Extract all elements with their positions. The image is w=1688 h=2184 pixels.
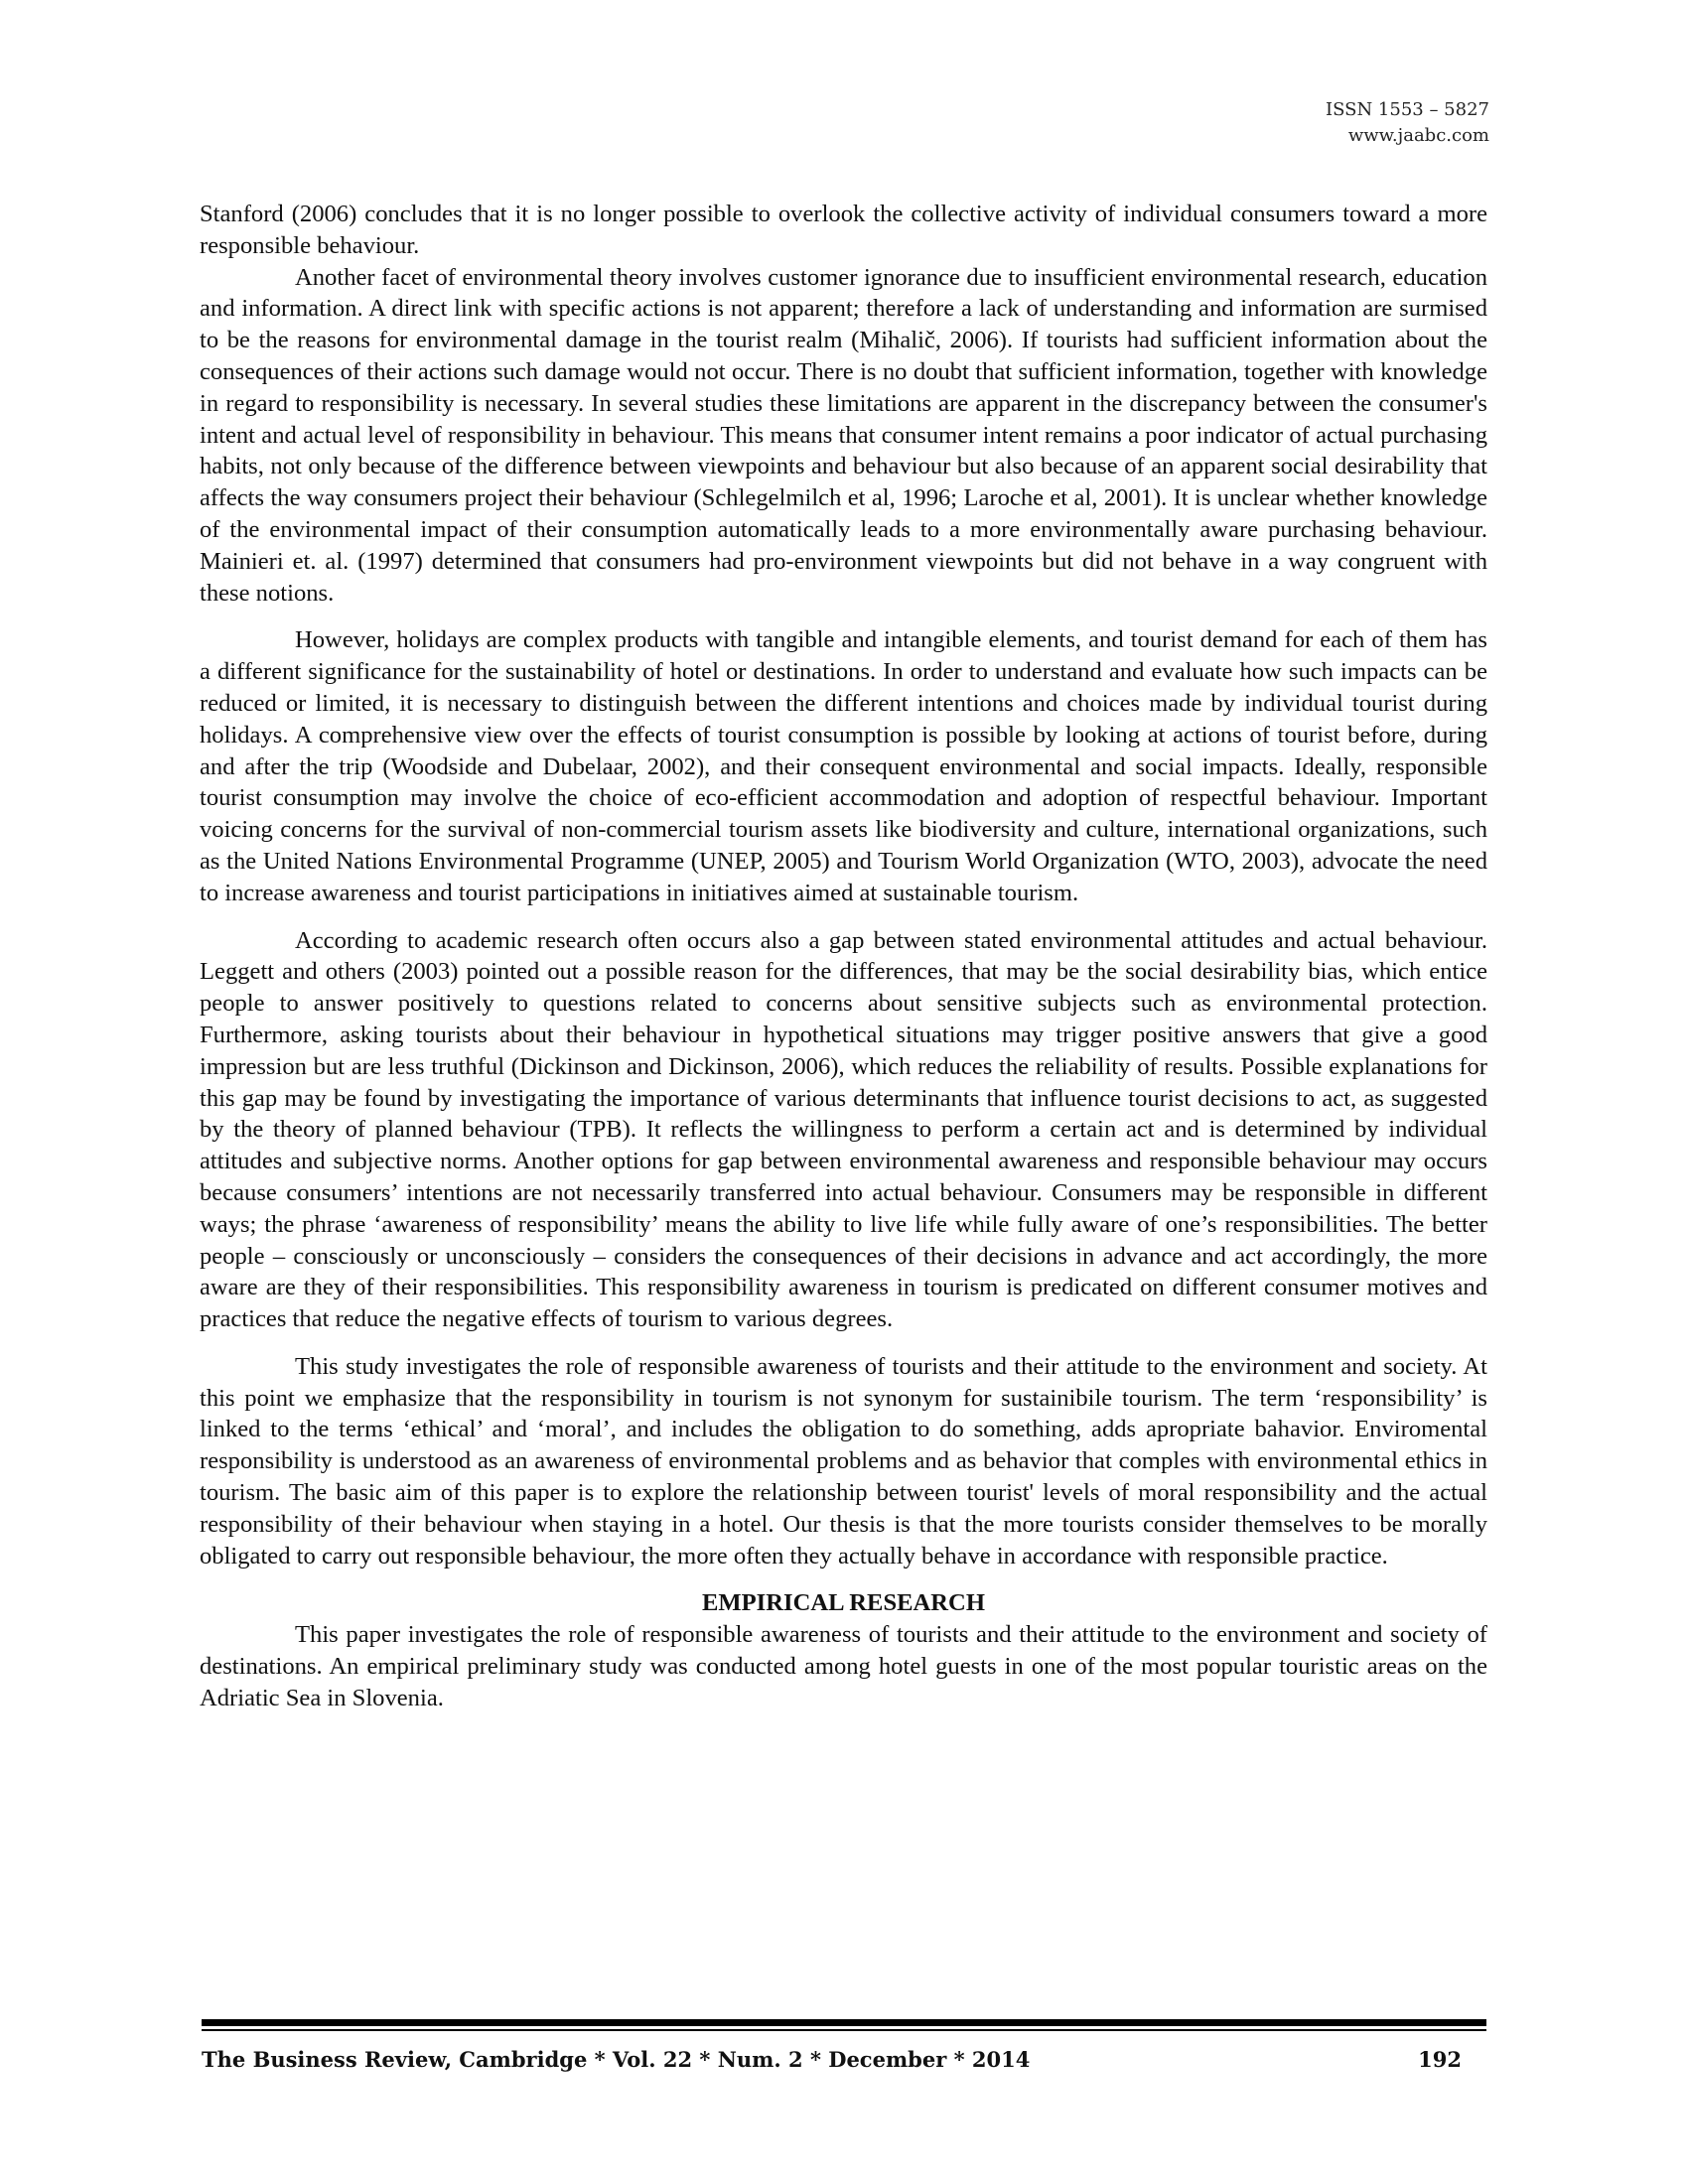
footer-rule-thick [202, 2019, 1486, 2026]
footer-rule-thin [202, 2029, 1486, 2031]
page-header [1092, 97, 1489, 149]
page-number: 192 [1418, 2047, 1462, 2072]
paragraph-study-aim: This study investigates the role of responsible awareness of tourists and their attitude to the environment and society. At this point we emphasize that the responsibility in tourism is not synonym for sustainibile tourism. The term ‘responsibility’ is linked to the terms ‘ethical’ and ‘moral’, and includes the obligation to do something, adds apropriate bahavior. Enviromental responsibility is understood as an awareness of environmental problems and as behavior that comples with environmental ethics in tourism. The basic aim of this paper is to explore the relationship between tourist' levels of moral responsibility and the actual responsibility of their behaviour when staying in a hotel. Our thesis is that the more tourists consider themselves to be morally obligated to carry out responsible behaviour, the more often they actually behave in accordance with responsible practice. [200, 1352, 1487, 1570]
journal-website: www.jaabc.com [1347, 125, 1489, 146]
paragraph-empirical-research: This paper investigates the role of responsible awareness of tourists and their attitude to the environment and society of destinations. An empirical preliminary study was conducted among hotel guests in one of the most popular touristic areas on the Adriatic Sea in Slovenia. [200, 1621, 1487, 1711]
paragraph-continuation: Stanford (2006) concludes that it is no longer possible to overlook the collective activity of individual consumers toward a more responsible behaviour. [200, 201, 1487, 259]
section-heading: EMPIRICAL RESEARCH [702, 1589, 985, 1617]
footer-journal-citation: The Business Review, Cambridge * Vol. 22 * Num. 2 * December * 2014 [202, 2047, 1031, 2072]
issn-label: ISSN 1553 – 5827 [1326, 99, 1489, 120]
paragraph-environmental-theory: Another facet of environmental theory involves customer ignorance due to insufficient environmental research, education and information. A direct link with specific actions is not apparent; therefore a lack of understanding and information are surmised to be the reasons for environmental damage in the tourist realm (Mihalič, 2006). If tourists had sufficient information about the consequences of their actions such damage would not occur. There is no doubt that sufficient information, together with knowledge in regard to responsibility is necessary. In several studies these limitations are apparent in the discrepancy between the consumer's intent and actual level of responsibility in behaviour. This means that consumer intent remains a poor indicator of actual purchasing habits, not only because of the difference between viewpoints and behaviour but also because of an apparent social desirability that affects the way consumers project their behaviour (Schlegelmilch et al, 1996; Laroche et al, 2001). It is unclear whether knowledge of the environmental impact of their consumption automatically leads to a more environmentally aware purchasing behaviour. Mainieri et. al. (1997) determined that consumers had pro-environment viewpoints but did not behave in a way congruent with these notions. [200, 263, 1487, 607]
paragraph-attitude-gap: According to academic research often occurs also a gap between stated environmental attitudes and actual behaviour. Leggett and others (2003) pointed out a possible reason for the differences, that may be the social desirability bias, which entice people to answer positively to questions related to concerns about sensitive subjects such as environmental protection. Furthermore, asking tourists about their behaviour in hypothetical situations may trigger positive answers that give a good impression but are less truthful (Dickinson and Dickinson, 2006), which reduces the reliability of results. Possible explanations for this gap may be found by investigating the importance of various determinants that influence tourist decisions to act, as suggested by the theory of planned behaviour (TPB). It reflects the willingness to perform a certain act and is determined by individual attitudes and subjective norms. Another options for gap between environmental awareness and responsible behaviour may occurs because consumers’ intentions are not necessarily transferred into actual behaviour. Consumers may be responsible in different ways; the phrase ‘awareness of responsibility’ means the ability to live life while fully aware of one’s responsibilities. The better people – consciously or unconsciously – considers the consequences of their decisions in advance and act accordingly, the more aware are they of their responsibilities. This responsibility awareness in tourism is predicated on different consumer motives and practices that reduce the negative effects of tourism to various degrees. [200, 926, 1487, 1333]
article-body [200, 199, 1487, 1714]
paragraph-holidays: However, holidays are complex products with tangible and intangible elements, and tourist demand for each of them has a different significance for the sustainability of hotel or destinations. In order to understand and evaluate how such impacts can be reduced or limited, it is necessary to distinguish between the different intentions and choices made by individual tourist during holidays. A comprehensive view over the effects of tourist consumption is possible by looking at actions of tourist before, during and after the trip (Woodside and Dubelaar, 2002), and their consequent environmental and social impacts. Ideally, responsible tourist consumption may involve the choice of eco-efficient accommodation and adoption of respectful behaviour. Important voicing concerns for the survival of non-commercial tourism assets like biodiversity and culture, international organizations, such as the United Nations Environmental Programme (UNEP, 2005) and Tourism World Organization (WTO, 2003), advocate the need to increase awareness and tourist participations in initiatives aimed at sustainable tourism. [200, 626, 1487, 906]
